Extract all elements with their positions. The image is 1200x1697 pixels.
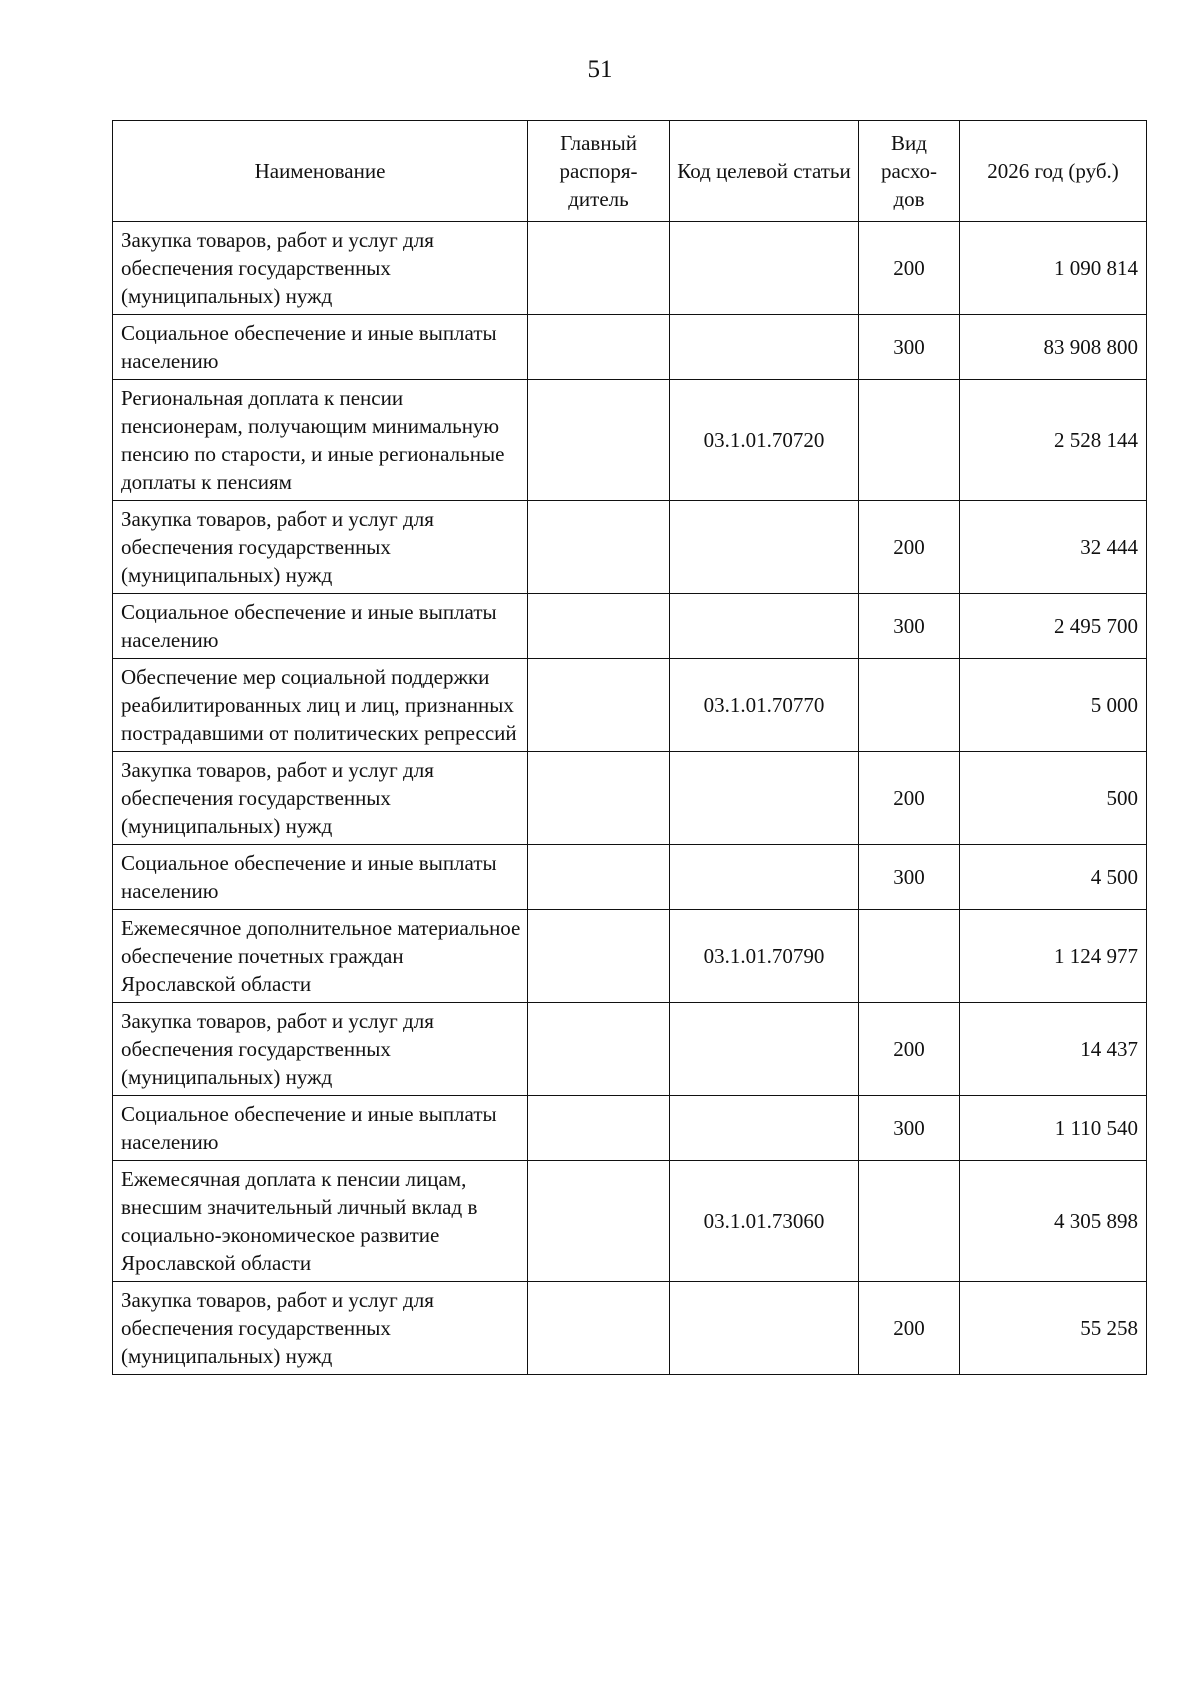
table-row [113, 659, 1147, 752]
cell-code [670, 594, 859, 659]
table-row [113, 222, 1147, 315]
cell-kind: 200 [859, 1282, 960, 1375]
cell-admin [528, 222, 670, 315]
cell-kind: 200 [859, 1003, 960, 1096]
cell-admin [528, 315, 670, 380]
table-row [113, 1003, 1147, 1096]
cell-code [670, 222, 859, 315]
cell-kind: 300 [859, 315, 960, 380]
table-body [113, 222, 1147, 1375]
cell-amount: 14 437 [960, 1003, 1147, 1096]
cell-name: Ежемесячная доплата к пенсии лицам, внесшим значительный личный вклад в социально-экономическое развитие Ярославской области [113, 1161, 528, 1282]
cell-admin [528, 1096, 670, 1161]
cell-admin [528, 380, 670, 501]
cell-name: Социальное обеспечение и иные выплаты населению [113, 845, 528, 910]
table-row [113, 380, 1147, 501]
table-header-row [113, 121, 1147, 222]
cell-code [670, 752, 859, 845]
cell-amount: 55 258 [960, 1282, 1147, 1375]
cell-admin [528, 659, 670, 752]
table-row [113, 315, 1147, 380]
cell-admin [528, 1282, 670, 1375]
cell-kind [859, 380, 960, 501]
cell-code [670, 1282, 859, 1375]
cell-name: Обеспечение мер социальной поддержки реабилитированных лиц и лиц, признанных пострадавшими от политических репрессий [113, 659, 528, 752]
table-row [113, 910, 1147, 1003]
header-kind: Вид расхо- дов [859, 121, 960, 222]
cell-kind: 300 [859, 845, 960, 910]
cell-amount: 32 444 [960, 501, 1147, 594]
budget-table [112, 120, 1147, 1375]
cell-admin [528, 501, 670, 594]
cell-name: Закупка товаров, работ и услуг для обеспечения государственных (муниципальных) нужд [113, 1282, 528, 1375]
cell-kind [859, 910, 960, 1003]
cell-code: 03.1.01.70790 [670, 910, 859, 1003]
table-row [113, 594, 1147, 659]
cell-code [670, 845, 859, 910]
cell-code: 03.1.01.70720 [670, 380, 859, 501]
table-row [113, 845, 1147, 910]
cell-admin [528, 752, 670, 845]
cell-amount: 83 908 800 [960, 315, 1147, 380]
cell-admin [528, 1161, 670, 1282]
cell-kind: 200 [859, 752, 960, 845]
cell-kind: 300 [859, 594, 960, 659]
page-number: 51 [587, 56, 613, 83]
table-row [113, 1282, 1147, 1375]
header-admin: Главный распоря- дитель [528, 121, 670, 222]
cell-amount: 1 110 540 [960, 1096, 1147, 1161]
cell-admin [528, 594, 670, 659]
cell-admin [528, 910, 670, 1003]
cell-amount: 2 495 700 [960, 594, 1147, 659]
cell-name: Закупка товаров, работ и услуг для обеспечения государственных (муниципальных) нужд [113, 1003, 528, 1096]
header-amount: 2026 год (руб.) [960, 121, 1147, 222]
cell-kind [859, 659, 960, 752]
cell-admin [528, 1003, 670, 1096]
cell-name: Закупка товаров, работ и услуг для обеспечения государственных (муниципальных) нужд [113, 752, 528, 845]
cell-name: Социальное обеспечение и иные выплаты населению [113, 1096, 528, 1161]
cell-amount: 4 305 898 [960, 1161, 1147, 1282]
cell-code [670, 1003, 859, 1096]
cell-name: Социальное обеспечение и иные выплаты населению [113, 594, 528, 659]
cell-amount: 5 000 [960, 659, 1147, 752]
cell-code: 03.1.01.73060 [670, 1161, 859, 1282]
cell-kind: 200 [859, 501, 960, 594]
cell-kind [859, 1161, 960, 1282]
cell-name: Закупка товаров, работ и услуг для обеспечения государственных (муниципальных) нужд [113, 501, 528, 594]
cell-name: Региональная доплата к пенсии пенсионерам, получающим минимальную пенсию по старости, и иные региональные доплаты к пенсиям [113, 380, 528, 501]
cell-code [670, 315, 859, 380]
cell-code: 03.1.01.70770 [670, 659, 859, 752]
cell-code [670, 1096, 859, 1161]
cell-name: Социальное обеспечение и иные выплаты населению [113, 315, 528, 380]
header-name: Наименование [113, 121, 528, 222]
table-row [113, 1161, 1147, 1282]
cell-name: Закупка товаров, работ и услуг для обеспечения государственных (муниципальных) нужд [113, 222, 528, 315]
cell-kind: 300 [859, 1096, 960, 1161]
cell-amount: 2 528 144 [960, 380, 1147, 501]
cell-amount: 4 500 [960, 845, 1147, 910]
header-code: Код целевой статьи [670, 121, 859, 222]
cell-admin [528, 845, 670, 910]
table-row [113, 501, 1147, 594]
cell-name: Ежемесячное дополнительное материальное обеспечение почетных граждан Ярославской области [113, 910, 528, 1003]
table-row [113, 1096, 1147, 1161]
cell-amount: 1 124 977 [960, 910, 1147, 1003]
cell-amount: 500 [960, 752, 1147, 845]
cell-kind: 200 [859, 222, 960, 315]
cell-code [670, 501, 859, 594]
table-row [113, 752, 1147, 845]
cell-amount: 1 090 814 [960, 222, 1147, 315]
